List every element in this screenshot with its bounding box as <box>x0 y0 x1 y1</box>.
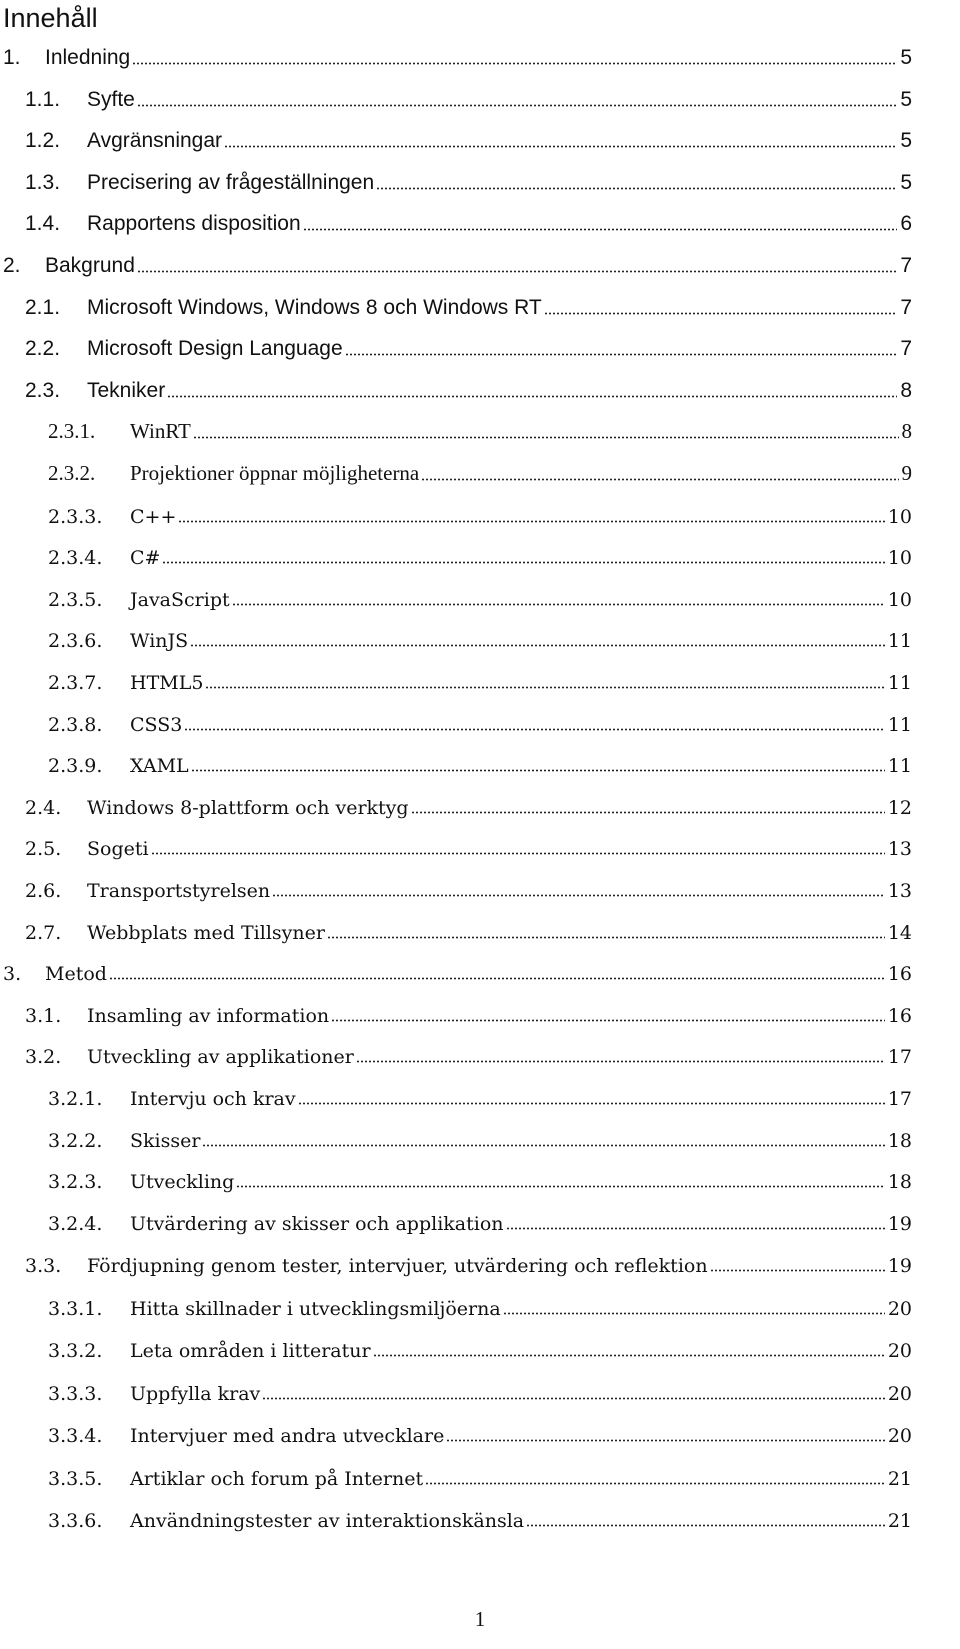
toc-entry-page: 11 <box>887 755 912 778</box>
toc-entry-page: 20 <box>887 1425 912 1447</box>
dot-leader <box>167 395 897 398</box>
toc-entry[interactable] <box>25 206 912 236</box>
toc-entry-page: 6 <box>900 212 912 236</box>
dot-leader <box>205 686 884 689</box>
toc-entry-label: Microsoft Windows, Windows 8 och Windows RT <box>87 295 542 319</box>
dot-leader <box>298 1102 885 1105</box>
toc-entry-number: 2.3.4. <box>48 547 103 570</box>
page-number-footer: 1 <box>474 1607 486 1631</box>
toc-entry-page: 21 <box>887 1467 912 1490</box>
toc-entry-number: 2.3.9. <box>48 755 103 778</box>
toc-entry[interactable] <box>48 1332 912 1362</box>
toc-entry-number: 2.5. <box>25 838 62 861</box>
toc-entry-label: C# <box>130 547 161 570</box>
dot-leader <box>191 769 885 772</box>
toc-entry-label: Windows 8-plattform och verktyg <box>87 796 409 819</box>
toc-entry-page: 19 <box>887 1212 912 1235</box>
toc-entry-label: Precisering av frågeställningen <box>87 170 375 194</box>
toc-entry[interactable] <box>48 1375 912 1405</box>
toc-entry[interactable] <box>3 40 912 70</box>
toc-entry-page: 5 <box>900 170 912 194</box>
toc-entry-number: 3.2.4. <box>48 1212 103 1235</box>
toc-entry-page: 13 <box>887 838 912 861</box>
toc-entry-number: 2. <box>3 254 21 277</box>
toc-entry[interactable] <box>25 830 912 860</box>
toc-entry-label: Utvärdering av skisser och applikation <box>130 1212 504 1235</box>
toc-entry-number: 3.3.1. <box>48 1297 103 1320</box>
toc-entry-page: 9 <box>901 461 912 485</box>
toc-entry-page: 10 <box>887 588 912 611</box>
toc-entry-label: HTML5 <box>130 672 204 694</box>
dot-leader <box>137 270 897 273</box>
toc-entry[interactable] <box>25 123 912 153</box>
toc-entry-number: 2.4. <box>25 796 62 819</box>
toc-entry-number: 3.3.3. <box>48 1382 103 1405</box>
toc-entry-label: Användningstester av interaktionskänsla <box>130 1510 525 1532</box>
toc-entry-page: 17 <box>887 1088 912 1110</box>
toc-entry-number: 2.3.7. <box>48 672 103 694</box>
toc-entry-label: Avgränsningar <box>87 129 223 153</box>
toc-entry[interactable] <box>25 290 912 320</box>
toc-entry-label: CSS3 <box>130 713 183 736</box>
toc-entry-number: 3.3.2. <box>48 1340 103 1362</box>
toc-entry-number: 1.4. <box>25 212 61 236</box>
toc-entry-page: 13 <box>887 880 912 902</box>
toc-entry-number: 2.3.1. <box>48 419 96 444</box>
dot-leader <box>446 1439 885 1442</box>
toc-entry-label: Fördjupning genom tester, intervjuer, utvärdering och reflektion <box>87 1255 708 1277</box>
toc-entry[interactable] <box>25 82 912 112</box>
toc-entry[interactable] <box>48 414 912 444</box>
toc-entry-page: 17 <box>887 1046 912 1069</box>
toc-entry-label: Inledning <box>45 46 131 69</box>
dot-leader <box>272 894 885 897</box>
toc-entry-page: 16 <box>887 1004 912 1027</box>
toc-entry-number: 3.3.4. <box>48 1425 103 1447</box>
toc-entry-number: 3.3.5. <box>48 1467 103 1490</box>
dot-leader <box>356 1060 885 1063</box>
toc-entry-number: 2.7. <box>25 921 62 944</box>
toc-entry-label: Tekniker <box>87 378 166 402</box>
toc-entry-page: 16 <box>887 963 912 986</box>
toc-entry-label: Metod <box>45 963 107 986</box>
toc-entry[interactable] <box>48 1080 912 1110</box>
toc-entry[interactable] <box>25 997 912 1027</box>
toc-entry-page: 7 <box>900 254 912 277</box>
toc-entry-page: 20 <box>887 1382 912 1405</box>
toc-entry-label: Projektioner öppnar möjligheterna <box>130 461 420 485</box>
toc-entry-label: WinJS <box>130 630 189 653</box>
toc-entry-label: Utveckling <box>130 1171 235 1194</box>
toc-entry-number: 2.6. <box>25 880 62 902</box>
dot-leader <box>151 852 885 855</box>
toc-entry-label: C++ <box>130 505 177 528</box>
dot-leader <box>162 561 884 564</box>
toc-entry[interactable] <box>48 456 912 486</box>
dot-leader <box>331 1019 885 1022</box>
toc-entry-label: Leta områden i litteratur <box>130 1340 371 1362</box>
toc-entry-label: Skisser <box>130 1129 201 1152</box>
toc-entry-page: 7 <box>900 295 912 319</box>
toc-entry-number: 1.2. <box>25 129 61 153</box>
toc-entry-page: 5 <box>900 87 912 111</box>
toc-entry[interactable] <box>48 1417 912 1447</box>
toc-entry[interactable] <box>48 747 912 777</box>
toc-entry[interactable] <box>3 248 912 278</box>
toc-entry[interactable] <box>48 581 912 611</box>
toc-entry[interactable] <box>25 914 912 944</box>
toc-entry-label: Microsoft Design Language <box>87 337 343 361</box>
toc-entry-number: 2.3.3. <box>48 505 103 528</box>
toc-entry[interactable] <box>25 373 912 403</box>
toc-entry-page: 19 <box>887 1255 912 1277</box>
toc-entry-number: 3.2.3. <box>48 1171 103 1194</box>
toc-entry[interactable] <box>48 622 912 652</box>
dot-leader <box>303 228 898 231</box>
toc-entry-number: 3. <box>3 963 22 986</box>
toc-entry[interactable] <box>48 539 912 569</box>
toc-entry-page: 8 <box>900 378 912 402</box>
toc-entry-number: 3.2. <box>25 1046 62 1069</box>
toc-entry-page: 11 <box>887 630 912 653</box>
toc-entry[interactable] <box>48 664 912 694</box>
toc-entry-page: 20 <box>887 1340 912 1362</box>
dot-leader <box>376 187 897 190</box>
toc-entry[interactable] <box>25 789 912 819</box>
dot-leader <box>178 520 884 523</box>
toc-entry-label: Bakgrund <box>45 254 135 277</box>
toc-entry[interactable] <box>48 1290 912 1320</box>
toc-entry-page: 10 <box>887 547 912 570</box>
toc-entry-label: Rapportens disposition <box>87 212 301 236</box>
dot-leader <box>503 1312 885 1315</box>
toc-entry-page: 20 <box>887 1297 912 1320</box>
dot-leader <box>506 1227 885 1230</box>
dot-leader <box>190 644 885 647</box>
toc-entry[interactable] <box>48 1122 912 1152</box>
dot-leader <box>425 1482 885 1485</box>
toc-entry-label: Transportstyrelsen <box>87 880 271 902</box>
toc-entry-label: Artiklar och forum på Internet <box>130 1467 424 1490</box>
toc-entry-number: 1. <box>3 46 21 69</box>
toc-entry-number: 2.3.8. <box>48 713 103 736</box>
dot-leader <box>193 436 899 439</box>
toc-entry-page: 18 <box>887 1129 912 1152</box>
toc-entry-number: 2.3.5. <box>48 588 103 611</box>
dot-leader <box>132 62 897 65</box>
toc-entry[interactable] <box>48 498 912 528</box>
toc-entry-page: 7 <box>900 337 912 361</box>
toc-entry[interactable] <box>25 1247 912 1277</box>
toc-entry-number: 2.3.6. <box>48 630 103 653</box>
dot-leader <box>544 312 898 315</box>
toc-entry-page: 8 <box>901 419 912 444</box>
dot-leader <box>373 1354 885 1357</box>
toc-entry-page: 12 <box>887 796 912 819</box>
toc-entry-label: Uppfylla krav <box>130 1382 261 1405</box>
toc-entry-number: 2.3.2. <box>48 461 96 485</box>
toc-entry-label: Intervjuer med andra utvecklare <box>130 1425 445 1447</box>
toc-entry[interactable] <box>48 706 912 736</box>
dot-leader <box>345 353 898 356</box>
toc-entry-page: 10 <box>887 505 912 528</box>
dot-leader <box>526 1524 885 1527</box>
toc-entry[interactable] <box>3 955 912 985</box>
toc-entry-label: JavaScript <box>130 588 230 611</box>
toc-entry-page: 5 <box>900 129 912 153</box>
toc-entry-number: 3.3.6. <box>48 1510 103 1532</box>
toc-entry-number: 3.3. <box>25 1255 62 1277</box>
toc-entry-number: 3.2.1. <box>48 1088 103 1110</box>
toc-entry-label: Insamling av information <box>87 1004 330 1027</box>
toc-entry[interactable] <box>25 872 912 902</box>
toc-entry-page: 18 <box>887 1171 912 1194</box>
toc-entry[interactable] <box>48 1460 912 1490</box>
dot-leader <box>184 728 884 731</box>
toc-entry-label: Syfte <box>87 87 135 111</box>
toc-entry-page: 5 <box>900 46 912 69</box>
toc-entry-page: 11 <box>887 672 912 694</box>
toc-entry[interactable] <box>48 1163 912 1193</box>
toc-entry-label: WinRT <box>130 419 191 444</box>
dot-leader <box>710 1269 885 1272</box>
toc-entry-number: 2.2. <box>25 337 61 361</box>
dot-leader <box>411 811 885 814</box>
toc-entry[interactable] <box>25 1038 912 1068</box>
toc-entry-number: 2.1. <box>25 295 61 319</box>
toc-entry[interactable] <box>25 331 912 361</box>
toc-entry-page: 11 <box>887 713 912 736</box>
toc-entry-label: Utveckling av applikationer <box>87 1046 354 1069</box>
dot-leader <box>327 936 885 939</box>
dot-leader <box>109 977 885 980</box>
dot-leader <box>202 1144 884 1147</box>
dot-leader <box>236 1185 884 1188</box>
toc-entry[interactable] <box>25 165 912 195</box>
toc-entry-number: 2.3. <box>25 378 61 402</box>
dot-leader <box>224 145 897 148</box>
toc-entry-page: 14 <box>887 921 912 944</box>
toc-entry-label: Hitta skillnader i utvecklingsmiljöerna <box>130 1297 501 1320</box>
dot-leader <box>421 478 898 481</box>
toc-entry-label: XAML <box>130 755 189 778</box>
toc-entry-label: Sogeti <box>87 838 149 861</box>
toc-entry-label: Webbplats med Tillsyner <box>87 921 325 944</box>
toc-entry[interactable] <box>48 1502 912 1532</box>
toc-entry-page: 21 <box>887 1510 912 1532</box>
toc-entry[interactable] <box>48 1205 912 1235</box>
dot-leader <box>232 603 885 606</box>
toc-entry-number: 3.1. <box>25 1004 62 1027</box>
dot-leader <box>262 1397 885 1400</box>
toc-entry-number: 3.2.2. <box>48 1129 103 1152</box>
dot-leader <box>137 104 897 107</box>
toc-entry-label: Intervju och krav <box>130 1088 296 1110</box>
toc-entry-number: 1.1. <box>25 87 61 111</box>
toc-entry-number: 1.3. <box>25 170 61 194</box>
toc-heading: Innehåll <box>3 3 98 33</box>
